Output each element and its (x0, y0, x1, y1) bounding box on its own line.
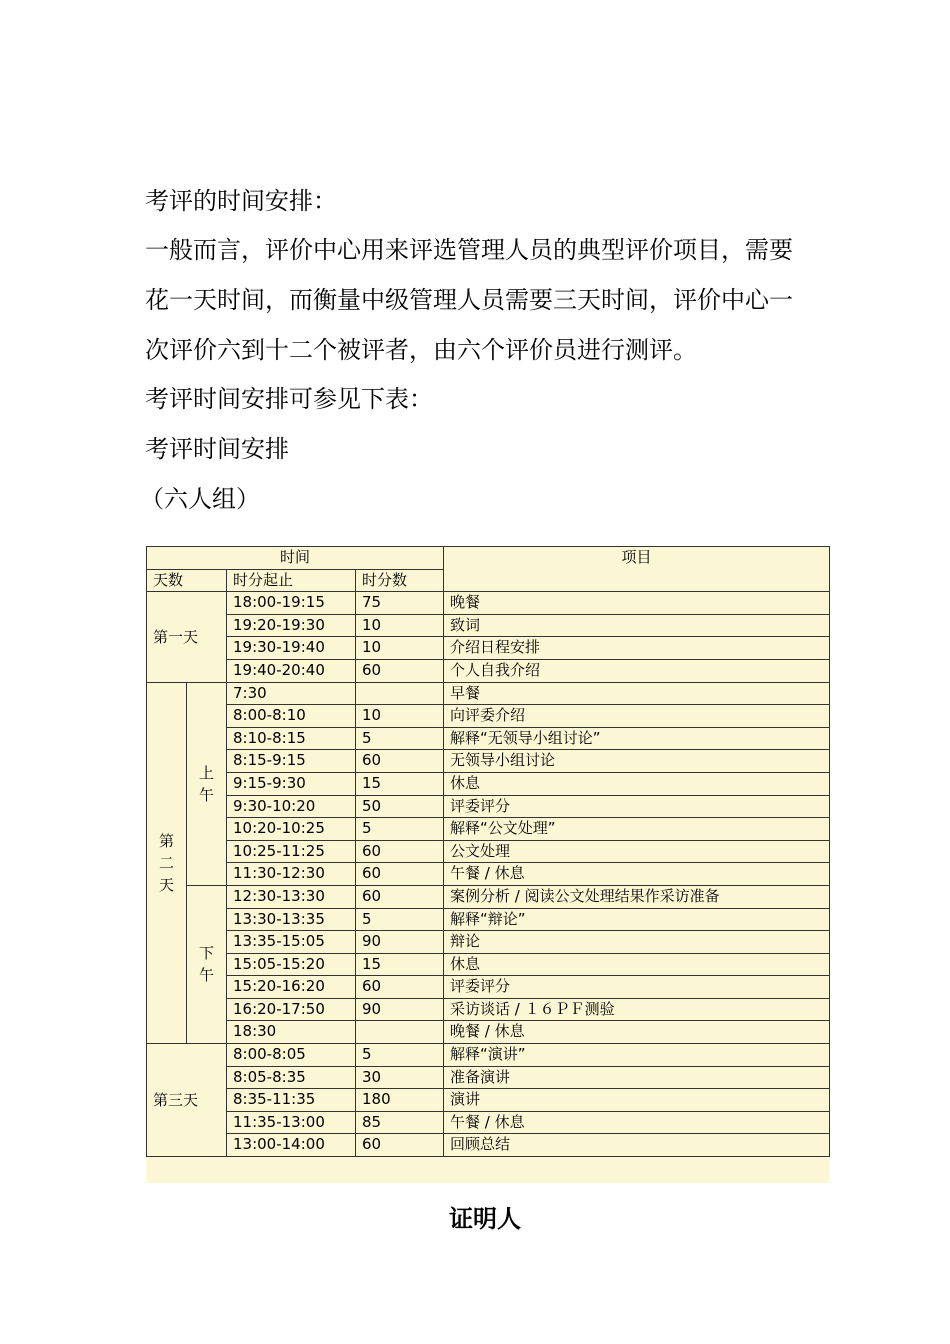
activity: 解释“公文处理” (444, 818, 830, 841)
body-line-1: 一般而言，评价中心用来评选管理人员的典型评价项目，需要 (145, 236, 793, 264)
duration: 5 (356, 727, 444, 750)
duration: 5 (356, 908, 444, 931)
time-range: 11:35-13:00 (227, 1111, 356, 1134)
time-range: 15:20-16:20 (227, 976, 356, 999)
time-range: 9:15-9:30 (227, 772, 356, 795)
duration: 90 (356, 931, 444, 954)
activity: 无领导小组讨论 (444, 750, 830, 773)
table-row (147, 908, 830, 931)
table-row (147, 1044, 830, 1067)
table-row (147, 931, 830, 954)
body-line-2: 花一天时间，而衡量中级管理人员需要三天时间，评价中心一 (145, 286, 793, 314)
table-row (147, 727, 830, 750)
duration: 85 (356, 1111, 444, 1134)
table-row (147, 795, 830, 818)
time-range: 8:00-8:10 (227, 705, 356, 728)
table-row (147, 1089, 830, 1112)
time-range: 8:05-8:35 (227, 1066, 356, 1089)
activity: 案例分析 / 阅读公文处理结果作采访准备 (444, 885, 830, 908)
table-row (147, 705, 830, 728)
table-row (147, 840, 830, 863)
table-row (147, 1021, 830, 1044)
duration: 90 (356, 998, 444, 1021)
activity: 评委评分 (444, 795, 830, 818)
activity: 介绍日程安排 (444, 637, 830, 660)
time-range: 8:00-8:05 (227, 1044, 356, 1067)
body-line-3: 次评价六到十二个被评者，由六个评价员进行测评。 (145, 336, 697, 364)
activity: 解释“演讲” (444, 1044, 830, 1067)
activity: 休息 (444, 772, 830, 795)
day-label: 第二天 (147, 682, 187, 1044)
duration: 60 (356, 885, 444, 908)
table-title: 考评时间安排 (145, 435, 289, 463)
table-row (147, 592, 830, 615)
activity: 向评委介绍 (444, 705, 830, 728)
duration: 180 (356, 1089, 444, 1112)
duration: 10 (356, 705, 444, 728)
activity: 晚餐 / 休息 (444, 1021, 830, 1044)
table-row (147, 953, 830, 976)
header-time: 时间 (147, 547, 444, 570)
activity: 演讲 (444, 1089, 830, 1112)
signature-label: 证明人 (449, 1204, 521, 1233)
header-item: 项目 (444, 547, 830, 592)
table-row (147, 772, 830, 795)
duration: 60 (356, 1134, 444, 1157)
activity: 评委评分 (444, 976, 830, 999)
time-range: 19:40-20:40 (227, 659, 356, 682)
schedule-table-panel (146, 546, 830, 1183)
duration: 60 (356, 840, 444, 863)
time-range: 10:25-11:25 (227, 840, 356, 863)
activity: 回顾总结 (444, 1134, 830, 1157)
time-range: 8:15-9:15 (227, 750, 356, 773)
time-range: 8:35-11:35 (227, 1089, 356, 1112)
activity: 采访谈话 / １６ＰＦ测验 (444, 998, 830, 1021)
activity: 公文处理 (444, 840, 830, 863)
duration (356, 682, 444, 705)
duration (356, 1021, 444, 1044)
duration: 15 (356, 772, 444, 795)
time-range: 7:30 (227, 682, 356, 705)
duration: 30 (356, 1066, 444, 1089)
table-row (147, 1066, 830, 1089)
duration: 60 (356, 863, 444, 886)
duration: 50 (356, 795, 444, 818)
table-row (147, 1111, 830, 1134)
duration: 5 (356, 1044, 444, 1067)
header-days: 天数 (147, 569, 227, 592)
period-label: 下午 (187, 885, 227, 1043)
table-row (147, 637, 830, 660)
period-label: 上午 (187, 682, 227, 885)
activity: 准备演讲 (444, 1066, 830, 1089)
time-range: 8:10-8:15 (227, 727, 356, 750)
activity: 休息 (444, 953, 830, 976)
activity: 辩论 (444, 931, 830, 954)
schedule-table (146, 546, 830, 1157)
table-row (147, 1134, 830, 1157)
duration: 10 (356, 614, 444, 637)
duration: 60 (356, 976, 444, 999)
time-range: 15:05-15:20 (227, 953, 356, 976)
duration: 60 (356, 750, 444, 773)
table-row (147, 818, 830, 841)
time-range: 13:35-15:05 (227, 931, 356, 954)
day-label: 第三天 (147, 1044, 227, 1157)
duration: 10 (356, 637, 444, 660)
time-range: 19:30-19:40 (227, 637, 356, 660)
table-row (147, 863, 830, 886)
header-row (147, 547, 830, 570)
table-row (147, 998, 830, 1021)
table-intro: 考评时间安排可参见下表： (145, 385, 433, 413)
activity: 致词 (444, 614, 830, 637)
time-range: 9:30-10:20 (227, 795, 356, 818)
table-row (147, 976, 830, 999)
time-range: 13:30-13:35 (227, 908, 356, 931)
table-row (147, 750, 830, 773)
table-subtitle: （六人组） (140, 485, 260, 513)
duration: 75 (356, 592, 444, 615)
day-label: 第一天 (147, 592, 227, 682)
activity: 午餐 / 休息 (444, 1111, 830, 1134)
activity: 早餐 (444, 682, 830, 705)
activity: 个人自我介绍 (444, 659, 830, 682)
time-range: 10:20-10:25 (227, 818, 356, 841)
time-range: 19:20-19:30 (227, 614, 356, 637)
header-range: 时分起止 (227, 569, 356, 592)
time-range: 18:00-19:15 (227, 592, 356, 615)
duration: 5 (356, 818, 444, 841)
table-row (147, 682, 830, 705)
section-heading: 考评的时间安排： (145, 187, 337, 215)
activity: 解释“辩论” (444, 908, 830, 931)
time-range: 18:30 (227, 1021, 356, 1044)
table-row (147, 614, 830, 637)
activity: 午餐 / 休息 (444, 863, 830, 886)
activity: 晚餐 (444, 592, 830, 615)
table-row (147, 659, 830, 682)
time-range: 11:30-12:30 (227, 863, 356, 886)
header-minutes: 时分数 (356, 569, 444, 592)
table-row (147, 885, 830, 908)
time-range: 13:00-14:00 (227, 1134, 356, 1157)
time-range: 12:30-13:30 (227, 885, 356, 908)
activity: 解释“无领导小组讨论” (444, 727, 830, 750)
duration: 15 (356, 953, 444, 976)
time-range: 16:20-17:50 (227, 998, 356, 1021)
duration: 60 (356, 659, 444, 682)
